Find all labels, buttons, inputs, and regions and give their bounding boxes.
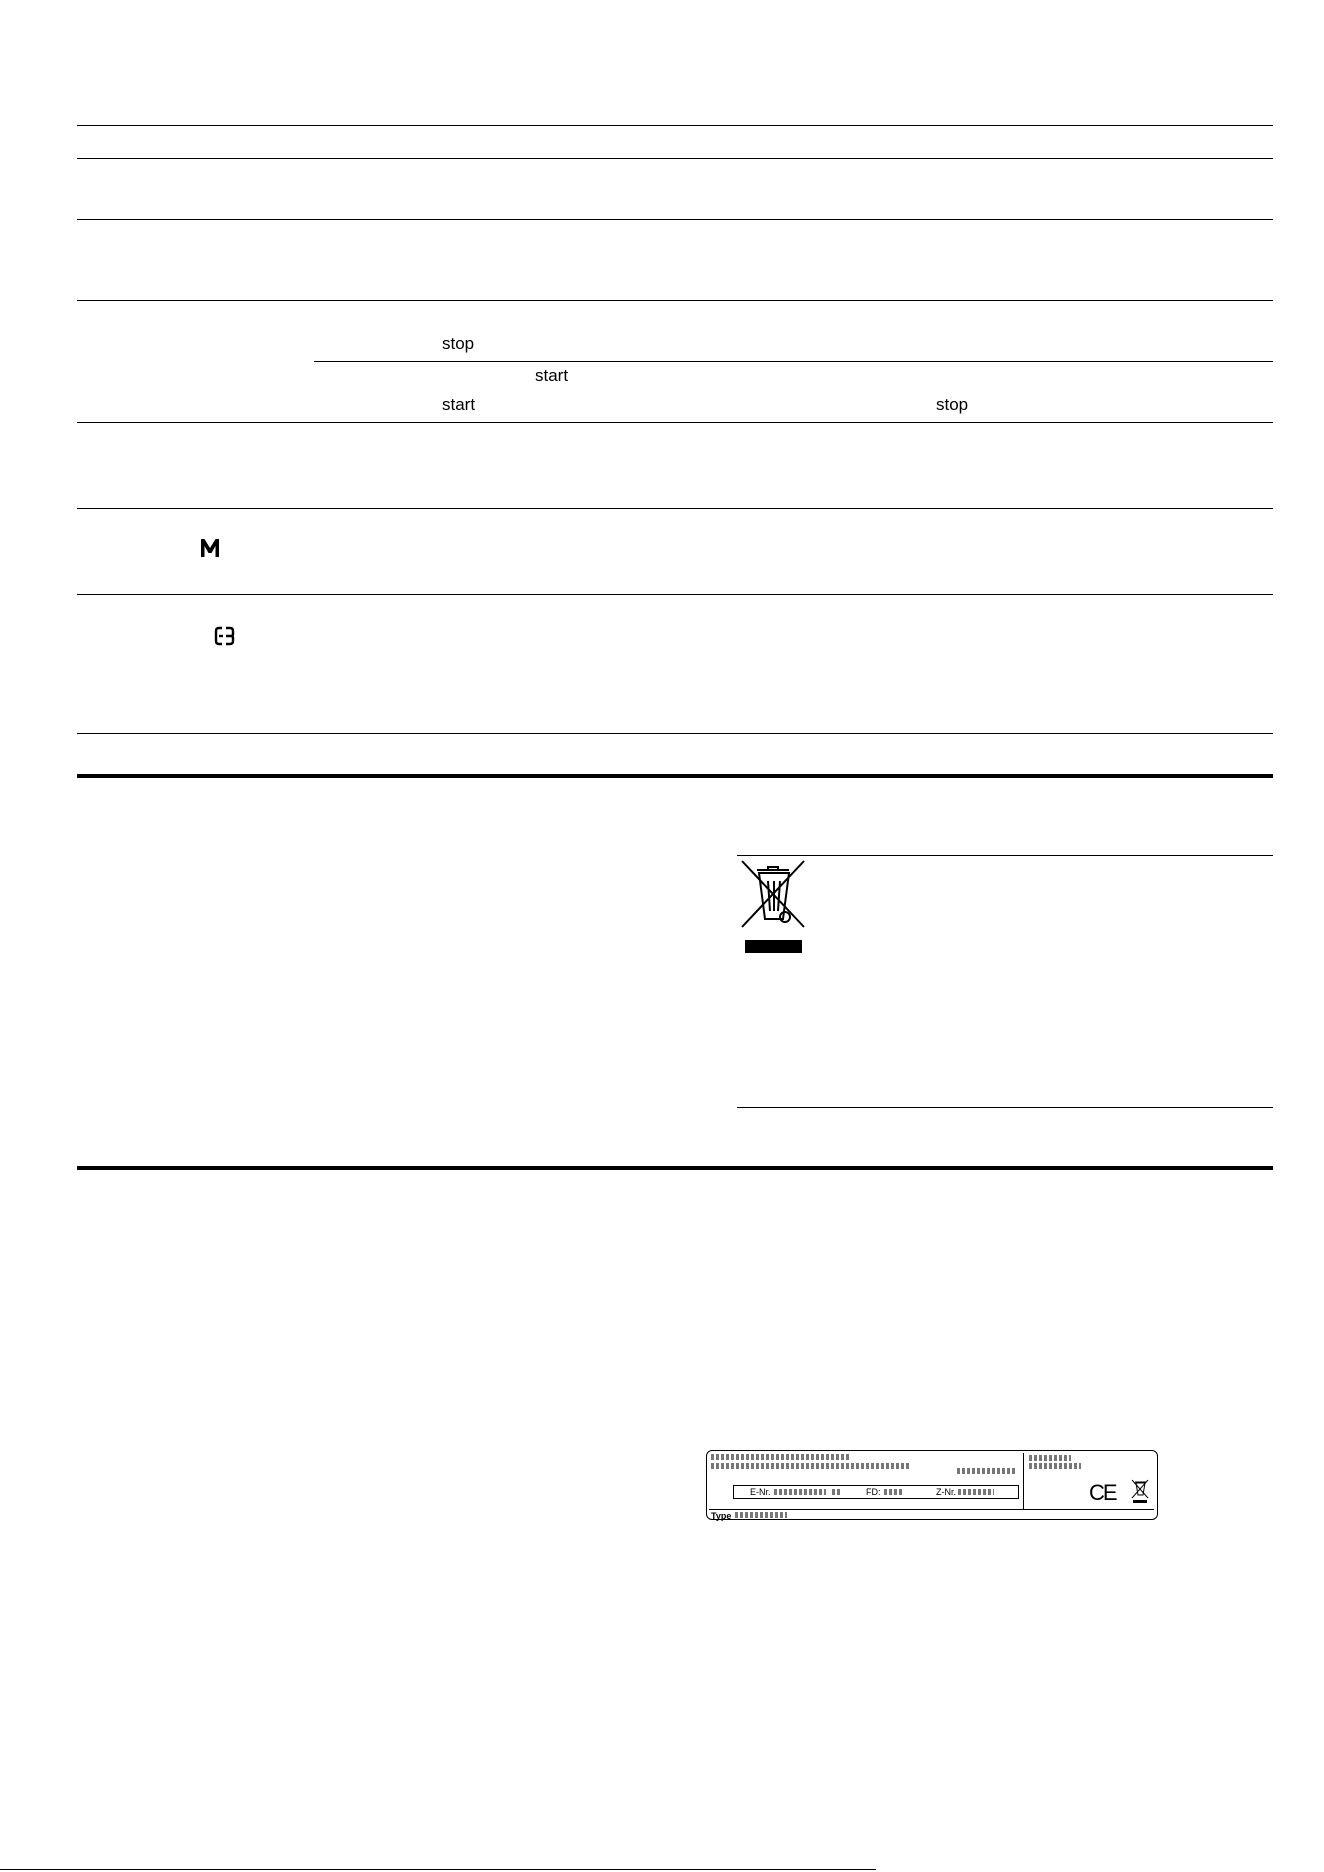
type-label: Type xyxy=(711,1511,732,1521)
plate-number-box xyxy=(733,1485,1019,1499)
e-nr-label: E-Nr. xyxy=(750,1487,771,1497)
disposal-top-rule xyxy=(737,855,1273,856)
table-word-stop: stop xyxy=(442,334,475,353)
fd-label: FD: xyxy=(866,1487,881,1497)
section-divider xyxy=(77,1166,1273,1170)
table-word-stop: stop xyxy=(936,395,969,414)
table-sub-rule xyxy=(314,361,1273,362)
ce-mark: CE xyxy=(1089,1480,1116,1505)
table-rule xyxy=(77,733,1273,734)
z-nr-label: Z-Nr. xyxy=(936,1487,956,1497)
plate-text-line xyxy=(1029,1455,1071,1461)
fd-value xyxy=(884,1489,904,1495)
e-nr-value xyxy=(774,1489,826,1495)
table-word-start: start xyxy=(535,366,569,385)
disposal-bottom-rule xyxy=(737,1107,1273,1108)
plate-text-line xyxy=(711,1454,851,1460)
table-rule xyxy=(77,422,1273,423)
table-rule xyxy=(77,594,1273,595)
plate-divider xyxy=(1023,1453,1024,1509)
plate-text-line xyxy=(1029,1463,1081,1469)
rating-plate xyxy=(706,1450,1158,1520)
table-word-start: start xyxy=(442,395,476,414)
table-rule xyxy=(77,158,1273,159)
table-rule xyxy=(77,219,1273,220)
footer-rule xyxy=(0,1869,876,1870)
table-bottom-rule xyxy=(77,774,1273,778)
table-rule xyxy=(77,508,1273,509)
weee-symbol xyxy=(740,857,806,962)
e-nr-suffix xyxy=(832,1489,842,1495)
z-nr-value xyxy=(958,1489,994,1495)
reset-display-icon xyxy=(214,625,236,652)
table-top-rule xyxy=(77,125,1273,126)
memory-m-icon xyxy=(198,536,222,565)
table-rule xyxy=(77,300,1273,301)
plate-bottom-rule xyxy=(709,1509,1154,1510)
plate-weee-icon xyxy=(1131,1479,1149,1510)
plate-text-line xyxy=(711,1463,911,1469)
plate-text-line xyxy=(957,1468,1015,1474)
type-value xyxy=(735,1512,787,1518)
